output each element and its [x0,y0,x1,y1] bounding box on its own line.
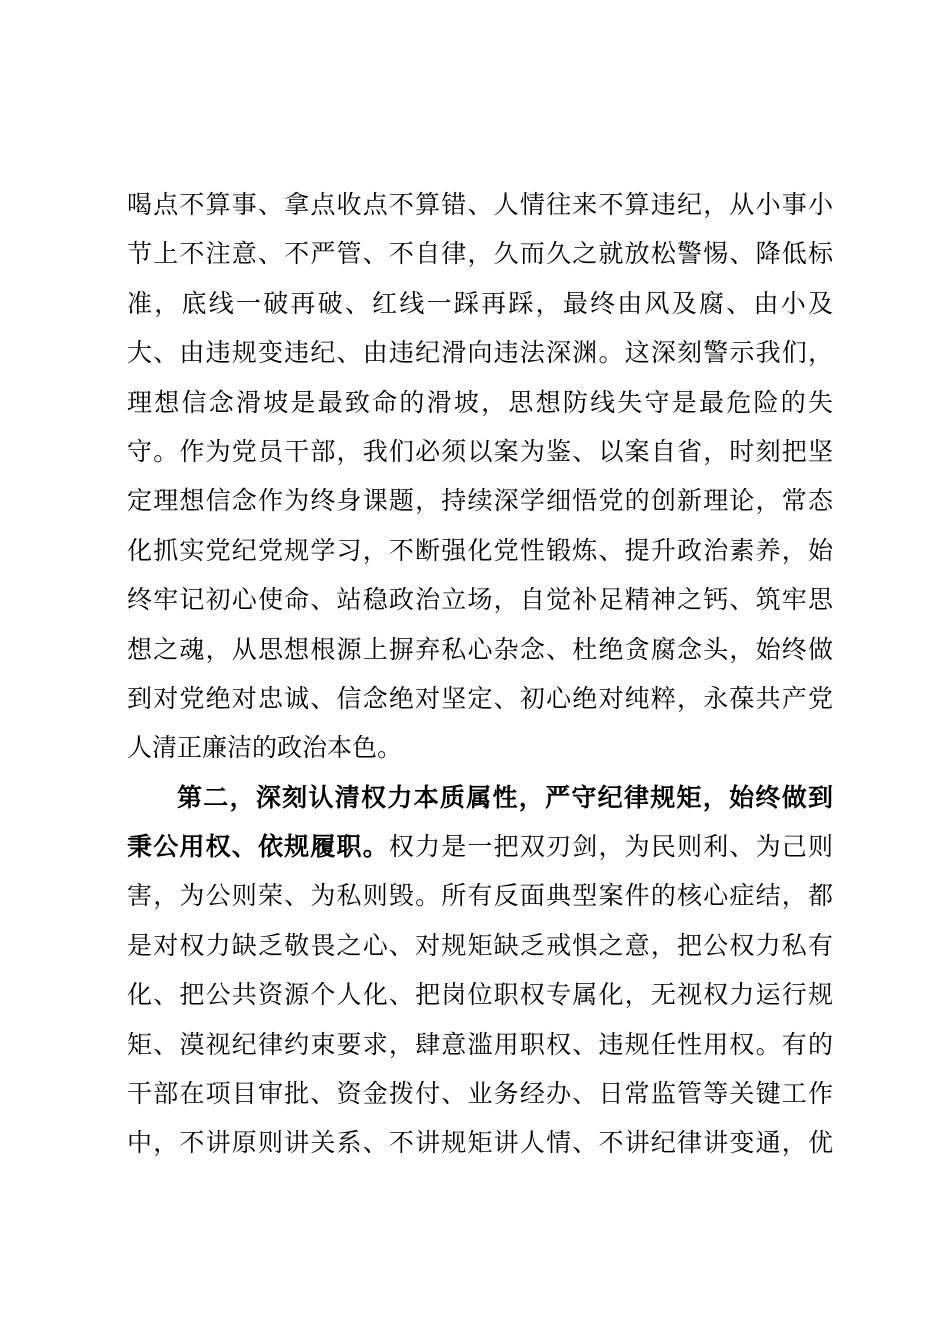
text-line [127,822,833,871]
text-line: 大、由违规变违纪、由违纪滑向违法深渊。这深刻警示我们， [127,338,833,368]
text-line: 中，不讲原则讲关系、不讲规矩讲人情、不讲纪律讲变通，优 [127,1128,833,1158]
text-line: 理想信念滑坡是最致命的滑坡，思想防线失守是最危险的失 [127,387,833,417]
text-line: 人清正廉洁的政治本色。 [127,733,403,763]
text-line: 到对党绝对忠诚、信念绝对坚定、初心绝对纯粹，永葆共产党 [127,683,833,713]
section-heading: 第二，深刻认清权力本质属性，严守纪律规矩，始终做到 [177,782,833,812]
body-text [127,180,833,1168]
text-line: 干部在项目审批、资金拨付、业务经办、日常监管等关键工作 [127,1079,833,1109]
section-heading-end: 秉公用权、依规履职。 [127,832,389,862]
text-line: 化、把公共资源个人化、把岗位职权专属化，无视权力运行规 [127,980,833,1010]
text-line: 化抓实党纪党规学习，不断强化党性锻炼、提升政治素养，始 [127,535,833,565]
text-line: 准，底线一破再破、红线一踩再踩，最终由风及腐、由小及 [127,288,833,318]
text-line: 定理想信念作为终身课题，持续深学细悟党的创新理论，常态 [127,486,833,516]
text-line: 矩、漠视纪律约束要求，肆意滥用职权、违规任性用权。有的 [127,1029,833,1059]
text-line: 想之魂，从思想根源上摒弃私心杂念、杜绝贪腐念头，始终做 [127,634,833,664]
text-line: 害，为公则荣、为私则毁。所有反面典型案件的核心症结，都 [127,881,833,911]
text-line: 节上不注意、不严管、不自律，久而久之就放松警惕、降低标 [127,239,833,269]
text-line: 终牢记初心使命、站稳政治立场，自觉补足精神之钙、筑牢思 [127,585,833,615]
paragraph-1 [127,180,833,773]
text-line: 守。作为党员干部，我们必须以案为鉴、以案自省，时刻把坚 [127,436,833,466]
paragraph-2 [127,773,833,1168]
text-fragment: 权力是一把双刃剑，为民则利、为己则 [388,832,833,862]
text-line: 喝点不算事、拿点收点不算错、人情往来不算违纪，从小事小 [127,190,833,219]
text-line: 是对权力缺乏敬畏之心、对规矩缺乏戒惧之意，把公权力私有 [127,930,833,960]
